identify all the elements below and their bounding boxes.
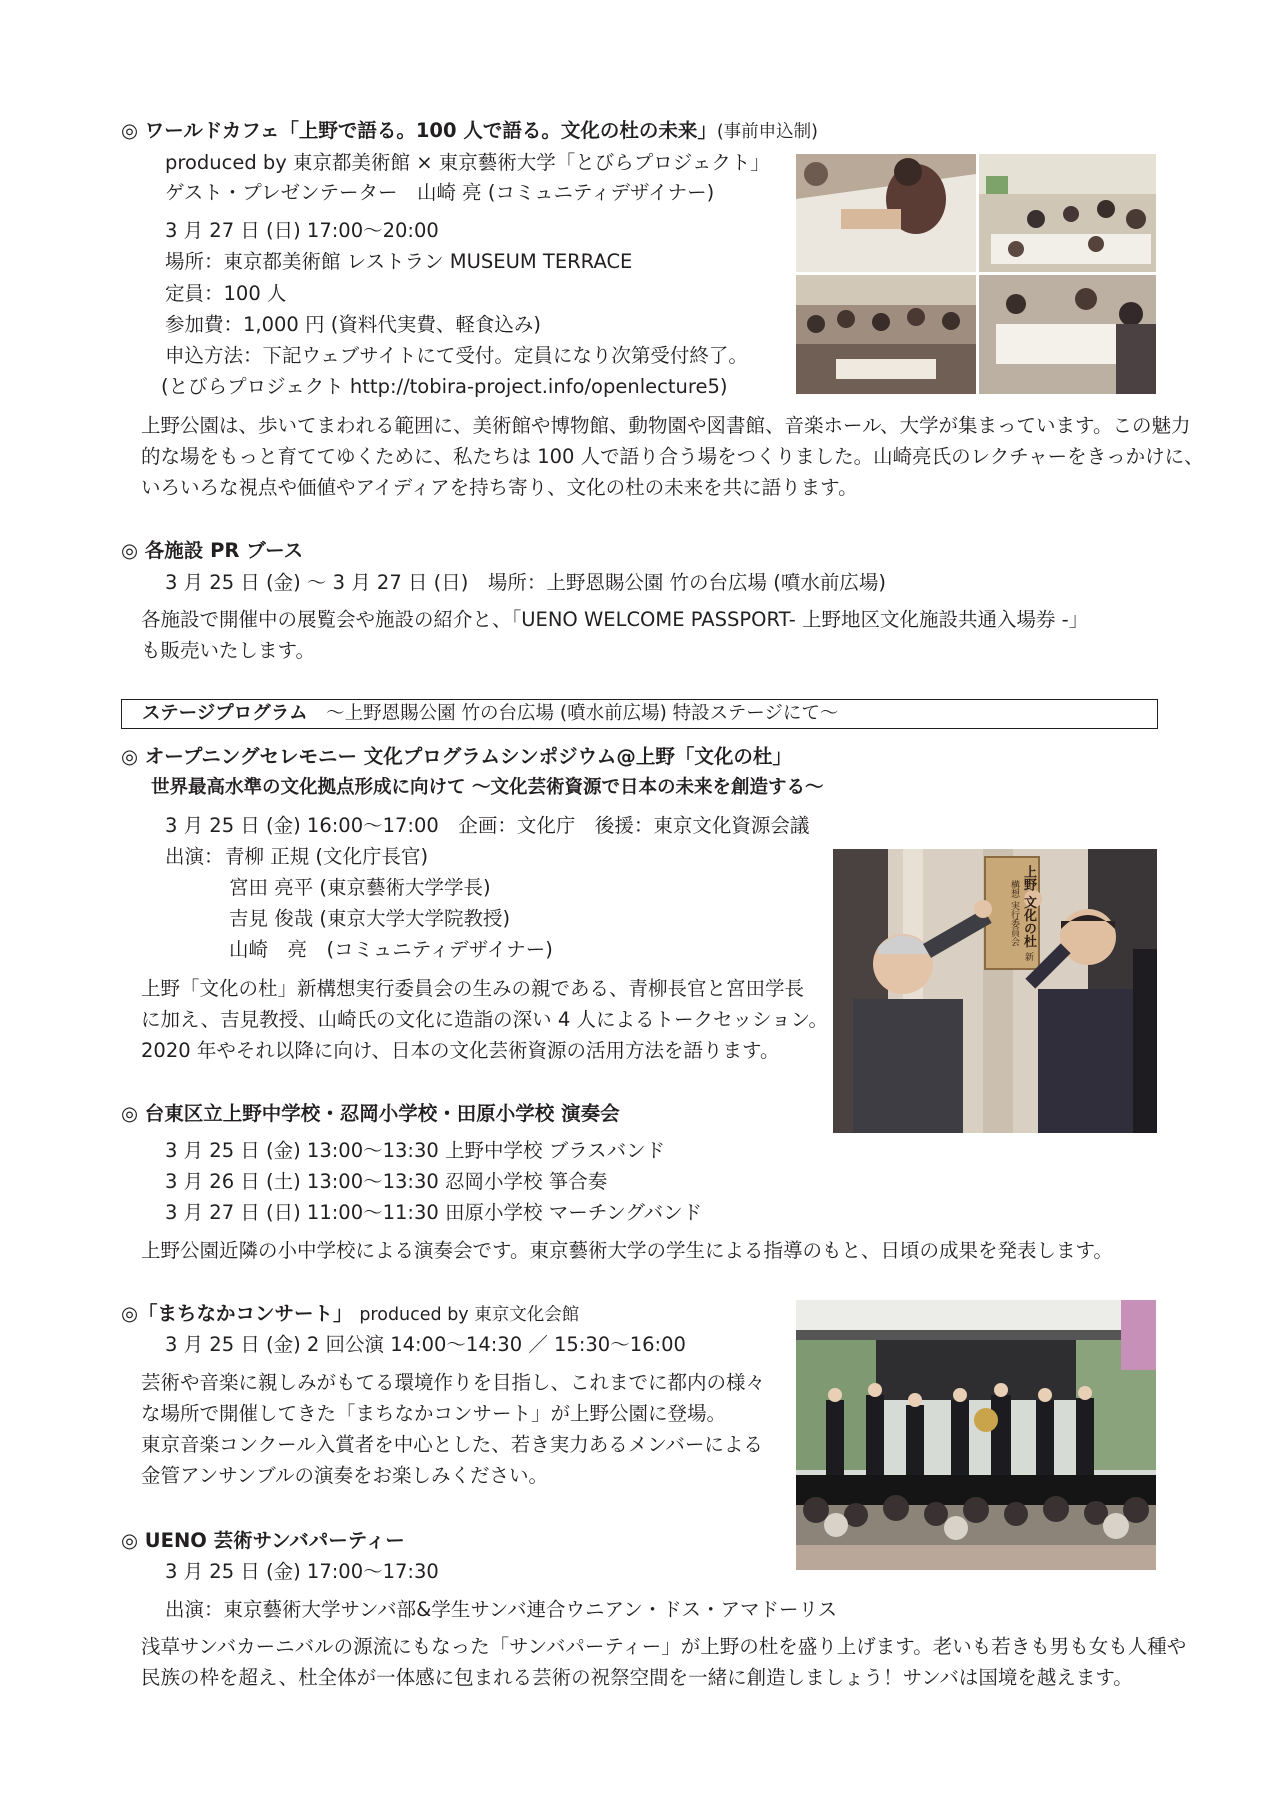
school-heading: ◎ 台東区立上野中学校・忍岡小学校・田原小学校 演奏会 (121, 1102, 620, 1125)
opening-subheading: 世界最高水準の文化拠点形成に向けて 〜文化芸術資源で日本の未来を創造する〜 (151, 777, 824, 798)
world-cafe-apply: 申込方法：下記ウェブサイトにて受付。定員になり次第受付終了。 (165, 344, 748, 367)
concert-photo (796, 1300, 1156, 1570)
world-cafe-fee: 参加費：1,000 円 (資料代実費、軽食込み) (165, 313, 541, 336)
school-schedule-2: 3 月 26 日 (土) 13:00〜13:30 忍岡小学校 箏合奏 (165, 1170, 608, 1193)
stage-program-text (142, 701, 838, 727)
pr-booth-desc-1: 各施設で開催中の展覧会や施設の紹介と、「UENO WELCOME PASSPORT- 上野地区文化施設共通入場券 -」 (141, 608, 1089, 631)
world-cafe-title: ◎ ワールドカフェ「上野で語る。100 人で語る。文化の杜の未来」 (121, 119, 717, 142)
concert-date: 3 月 25 日 (金) 2 回公演 14:00〜14:30 ／ 15:30〜16:00 (165, 1333, 686, 1356)
world-cafe-note: (事前申込制) (716, 122, 819, 142)
opening-date: 3 月 25 日 (金) 16:00〜17:00 企画：文化庁 後援：東京文化資源会議 (165, 814, 810, 837)
opening-cast-1: 青柳 正規 (文化庁長官) (225, 845, 429, 868)
world-cafe-photo (796, 154, 1156, 394)
samba-desc-2: 民族の枠を超え、杜全体が一体感に包まれる芸術の祝祭空間を一緒に創造しましょう！サンバは国境を越えます。 (141, 1666, 1133, 1689)
concert-desc-3: 東京音楽コンクール入賞者を中心とした、若き実力あるメンバーによる (141, 1433, 763, 1456)
world-cafe-place: 場所：東京都美術館 レストラン MUSEUM TERRACE (165, 250, 633, 273)
concert-desc-2: な場所で開催してきた「まちなかコンサート」が上野公園に登場。 (141, 1402, 727, 1425)
opening-heading: ◎ オープニングセレモニー 文化プログラムシンポジウム@上野「文化の杜」 (121, 745, 792, 768)
world-cafe-guest: ゲスト・プレゼンテーター 山崎 亮 (コミュニティデザイナー) (165, 181, 715, 204)
opening-ceremony-photo (833, 849, 1157, 1133)
world-cafe-date: 3 月 27 日 (日) 17:00〜20:00 (165, 219, 439, 242)
opening-cast-label: 出演： (165, 845, 224, 868)
samba-date: 3 月 25 日 (金) 17:00〜17:30 (165, 1560, 439, 1583)
opening-desc-3: 2020 年やそれ以降に向け、日本の文化芸術資源の活用方法を語ります。 (141, 1039, 780, 1062)
stage-program-subtitle: 〜上野恩賜公園 竹の台広場 (噴水前広場) 特設ステージにて〜 (326, 703, 839, 724)
opening-cast-3: 吉見 俊哉 (東京大学大学院教授) (229, 907, 511, 930)
concert-title: ◎「まちなかコンサート」 (121, 1302, 353, 1325)
sign-board-text: 上野 文化の杜 (1021, 864, 1036, 948)
world-cafe-desc-3: いろいろな視点や価値やアイディアを持ち寄り、文化の杜の未来を共に語ります。 (141, 476, 858, 499)
school-schedule-1: 3 月 25 日 (金) 13:00〜13:30 上野中学校 ブラスバンド (165, 1139, 666, 1162)
samba-heading: ◎ UENO 芸術サンバパーティー (121, 1529, 405, 1552)
world-cafe-url: (とびらプロジェクト http://tobira-project.info/openlecture5) (161, 375, 728, 398)
opening-desc-1: 上野「文化の杜」新構想実行委員会の生みの親である、青柳長官と宮田学長 (141, 977, 805, 1000)
pr-booth-desc-2: も販売いたします。 (141, 639, 315, 662)
sign-board-subtext: 新構想 実行委員会 (1009, 880, 1033, 962)
opening-cast-2: 宮田 亮平 (東京藝術大学学長) (229, 876, 491, 899)
world-cafe-heading (121, 118, 818, 145)
pr-booth-date: 3 月 25 日 (金) 〜 3 月 27 日 (日) 場所：上野恩賜公園 竹の台広場 (噴水前広場) (165, 571, 886, 594)
pr-booth-heading: ◎ 各施設 PR ブース (121, 539, 304, 562)
world-cafe-produced: produced by 東京都美術館 × 東京藝術大学「とびらプロジェクト」 (165, 151, 770, 174)
sign-board (989, 861, 1035, 965)
school-schedule-3: 3 月 27 日 (日) 11:00〜11:30 田原小学校 マーチングバンド (165, 1201, 703, 1224)
concert-produced: produced by 東京文化会館 (359, 1305, 580, 1325)
concert-desc-1: 芸術や音楽に親しみがもてる環境作りを目指し、これまでに都内の様々 (141, 1371, 766, 1394)
opening-cast-4: 山崎 亮 (コミュニティデザイナー) (229, 938, 553, 961)
opening-desc-2: に加え、吉見教授、山崎氏の文化に造詣の深い 4 人によるトークセッション。 (141, 1008, 829, 1031)
samba-desc-1: 浅草サンバカーニバルの源流にもなった「サンバパーティー」が上野の杜を盛り上げます。老いも若きも男も女も人種や (141, 1635, 1187, 1658)
stage-program-banner (121, 699, 1158, 729)
concert-desc-4: 金管アンサンブルの演奏をお楽しみください。 (141, 1464, 548, 1487)
stage-program-title: ステージプログラム (142, 703, 308, 724)
world-cafe-desc-1: 上野公園は、歩いてまわれる範囲に、美術館や博物館、動物園や図書館、音楽ホール、大学が集まっています。この魅力 (141, 414, 1191, 437)
concert-heading (121, 1301, 579, 1328)
school-desc: 上野公園近隣の小中学校による演奏会です。東京藝術大学の学生による指導のもと、日頃の成果を発表します。 (141, 1239, 1113, 1262)
world-cafe-capacity: 定員：100 人 (165, 282, 287, 305)
world-cafe-desc-2: 的な場をもっと育ててゆくために、私たちは 100 人で語り合う場をつくりました。山崎亮氏のレクチャーをきっかけに、 (141, 445, 1204, 468)
samba-cast: 出演：東京藝術大学サンバ部&学生サンバ連合ウニアン・ドス・アマドーリス (165, 1598, 838, 1621)
